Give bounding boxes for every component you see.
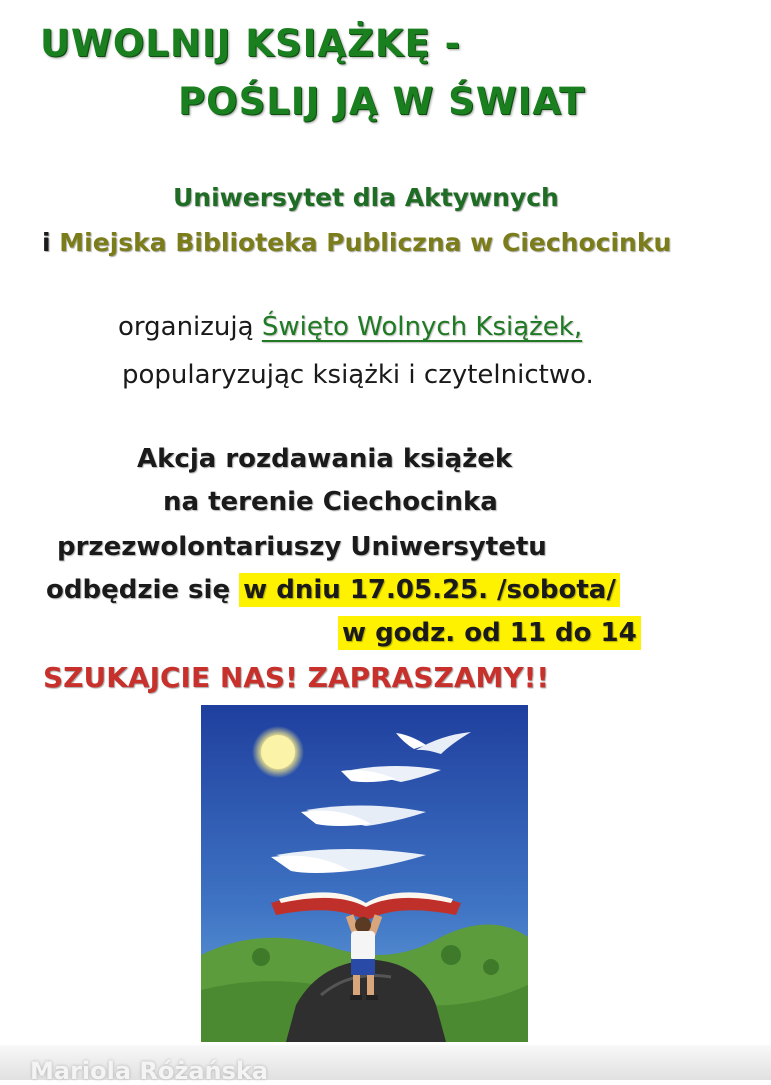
details-hours: w godz. od 11 do 14: [338, 616, 641, 650]
illustration-svg: [201, 705, 528, 1042]
title-line-1: UWOLNIJ KSIĄŻKĘ -: [40, 22, 462, 65]
footer-watermark: [0, 1045, 771, 1085]
event-purpose: popularyzując książki i czytelnictwo.: [122, 360, 594, 390]
details-line-2: na terenie Ciechocinka: [163, 487, 498, 517]
author-name: Mariola Różańska: [30, 1057, 269, 1085]
organizer-library-line: [42, 228, 671, 257]
details-line-4: [46, 575, 620, 605]
event-line: [118, 312, 582, 342]
title-line-2: POŚLIJ JĄ W ŚWIAT: [178, 80, 586, 123]
details-date: w dniu 17.05.25. /sobota/: [239, 573, 620, 607]
call-to-action: SZUKAJCIE NAS! ZAPRASZAMY!!: [43, 661, 550, 694]
boy-shorts: [351, 959, 375, 975]
boy-lifting-book-with-flying-books-illustration: [201, 705, 528, 1042]
details-line-1: Akcja rozdawania książek: [137, 444, 513, 474]
details-prefix: odbędzie się: [46, 575, 231, 605]
event-name-link[interactable]: Święto Wolnych Książek,: [261, 312, 583, 342]
details-line-3: przezwolontariuszy Uniwersytetu: [57, 532, 547, 562]
organizer-library: Miejska Biblioteka Publiczna w Ciechocinku: [59, 228, 672, 257]
boy-shirt: [351, 931, 375, 961]
details-line-5: [338, 618, 641, 648]
organize-prefix: organizują: [118, 312, 254, 342]
organizer-university: Uniwersytet dla Aktywnych: [173, 183, 559, 212]
boy-head: [355, 917, 371, 933]
organizer-prefix: i: [42, 228, 51, 257]
